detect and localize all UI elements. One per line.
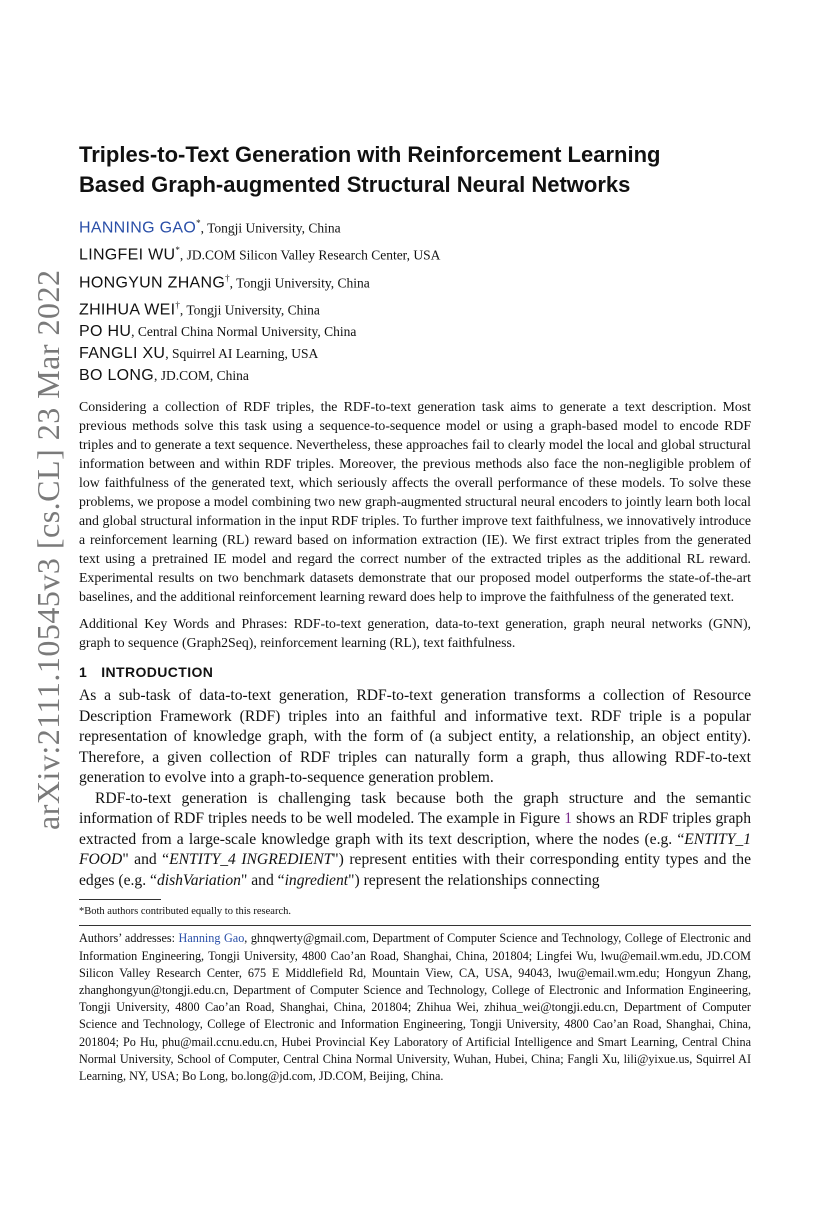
- author-mark: *: [175, 245, 180, 256]
- author-2: [79, 239, 751, 266]
- author-1: [79, 212, 751, 239]
- abstract: Considering a collection of RDF triples, the RDF-to-text generation task aims to generate a text description. Most previous methods solve this task using a sequence-to-sequence model or using a graph-based model to encode RDF triples and to generate a text sequence. Nevertheless, these approaches fail to clearly model the local and global structural information between and within RDF triples. Moreover, the previous methods also face the non-negligible problem of low faithfulness of the generated text, which seriously affects the overall performance of these models. To solve these problems, we propose a model combining two new graph-augmented structural neural encoders to jointly learn both local and global structural information in the input RDF triples. To further improve text faithfulness, we innovatively introduce a reinforcement learning (RL) reward based on information extraction (IE). We first extract triples from the generated text using a pretrained IE model and regard the correct number of the extracted triples as the additional RL reward. Experimental results on two benchmark datasets demonstrate that our proposed model outperforms the state-of-the-art baselines, and the additional reinforcement learning reward does help to improve the faithfulness of the generated text.: [79, 399, 751, 605]
- author-mark: †: [225, 272, 230, 283]
- intro-paragraph-2: [79, 789, 751, 892]
- section-number: 1: [79, 664, 88, 681]
- text-run: ") represent entities with their corresponding entity types and the edges (e.g. “: [79, 851, 751, 889]
- text-run: shows an RDF triples graph extracted from a large-scale knowledge graph with its text description, where the nodes (e.g. “: [79, 810, 751, 848]
- author-7: [79, 365, 751, 387]
- addresses-divider: [79, 925, 751, 926]
- entity-term: ENTITY_4 INGREDIENT: [169, 851, 333, 869]
- entity-term: ENTITY_1 FOOD: [79, 830, 751, 869]
- addresses-text: , ghnqwerty@gmail.com, Department of Computer Science and Technology, College of Electronic and Information Engineering, Tongji University, 4800 Cao’an Road, Shanghai, China, 201804; Lingfei Wu, lwu@email.wm.edu, JD.COM Silicon Valley Research Center, 675 E Middlefield Rd, Mountain View, CA, USA, 94043, lwu@email.wm.edu; Hongyun Zhang, zhanghongyun@tongji.edu.cn, Department of Computer Science and Technology, College of Electronic and Information Engineering, Tongji University, 4800 Cao’an Road, Shanghai, China, 201804; Zhihua Wei, zhihua_wei@tongji.edu.cn, Department of Computer Science and Technology, College of Electronic and Information Engineering, Tongji University, 4800 Cao’an Road, Shanghai, China, 201804; Po Hu, phu@mail.ccnu.edu.cn, Hubei Provincial Key Laboratory of Artificial Intelligence and Smart Learning, Central China Normal University, School of Computer, Central China Normal University, Wuhan, Hubei, China; Fangli Xu, lili@yixue.us, Squirrel AI Learning, NY, USA; Bo Long, bo.long@jd.com, JD.COM, Beijing, China.: [79, 931, 752, 1083]
- author-affiliation: , Tongji University, China: [200, 220, 341, 236]
- author-affiliation: , Tongji University, China: [229, 274, 370, 290]
- author-5: [79, 321, 751, 343]
- author-3: [79, 267, 751, 294]
- section-heading-introduction: [79, 664, 751, 680]
- author-affiliation: , Squirrel AI Learning, USA: [165, 346, 319, 362]
- text-run: " and “: [122, 851, 170, 869]
- author-mark: †: [175, 299, 180, 310]
- author-name: PO HU: [79, 323, 132, 341]
- title-line-1: Triples-to-Text Generation with Reinforcement Learning: [79, 142, 661, 167]
- author-name: FANGLI XU: [79, 345, 166, 363]
- author-name: LINGFEI WU: [79, 246, 176, 264]
- text-run: ") represent the relationships connecting: [348, 871, 600, 889]
- author-name: ZHIHUA WEI: [79, 301, 176, 319]
- author-name: HONGYUN ZHANG: [79, 273, 226, 291]
- footnote: *Both authors contributed equally to this research.: [79, 906, 291, 918]
- author-name[interactable]: HANNING GAO: [79, 219, 197, 237]
- relation-term: ingredient: [284, 871, 349, 889]
- author-6: [79, 343, 751, 365]
- author-affiliation: , Tongji University, China: [179, 302, 320, 318]
- introduction-body: [79, 686, 751, 891]
- section-title: INTRODUCTION: [101, 664, 214, 681]
- paper-title: [79, 140, 751, 200]
- author-link-hanning-gao[interactable]: Hanning Gao: [178, 931, 245, 946]
- text-run: RDF-to-text generation is challenging task because both the graph structure and the semantic information of RDF triples needs to be well modeled. The example in Figure: [79, 789, 751, 828]
- author-affiliation: , Central China Normal University, China: [131, 324, 357, 340]
- author-addresses: [79, 930, 751, 1085]
- relation-term: dishVariation: [156, 871, 241, 889]
- figure-1-link[interactable]: 1: [564, 810, 573, 828]
- author-name: BO LONG: [79, 367, 155, 385]
- intro-paragraph-1: As a sub-task of data-to-text generation, RDF-to-text generation transforms a collection of Resource Description Framework (RDF) triples into an faithful and informative text. RDF triple is a popular representation of knowledge graph, with the form of (a subject entity, a relationship, an object entity). Therefore, a given collection of RDF triples can naturally form a graph, thus allowing RDF-to-text generation to evolve into a graph-to-sequence generation problem.: [79, 687, 751, 787]
- author-affiliation: , JD.COM Silicon Valley Research Center, USA: [179, 247, 441, 263]
- paper-page: [79, 140, 751, 1085]
- title-line-2: Based Graph-augmented Structural Neural Networks: [79, 172, 631, 197]
- author-affiliation: , JD.COM, China: [154, 368, 249, 384]
- author-list: [79, 212, 751, 387]
- text-run: " and “: [240, 871, 285, 889]
- addresses-lead: Authors’ addresses:: [79, 931, 179, 946]
- arxiv-identifier: arXiv:2111.10545v3 [cs.CL] 23 Mar 2022: [30, 269, 66, 830]
- author-mark: *: [196, 218, 201, 228]
- footnote-divider: [79, 899, 161, 900]
- keywords: Additional Key Words and Phrases: RDF-to-text generation, data-to-text generation, graph neural networks (GNN), graph to sequence (Graph2Seq), reinforcement learning (RL), text faithfulness.: [79, 616, 751, 651]
- author-4: [79, 294, 751, 321]
